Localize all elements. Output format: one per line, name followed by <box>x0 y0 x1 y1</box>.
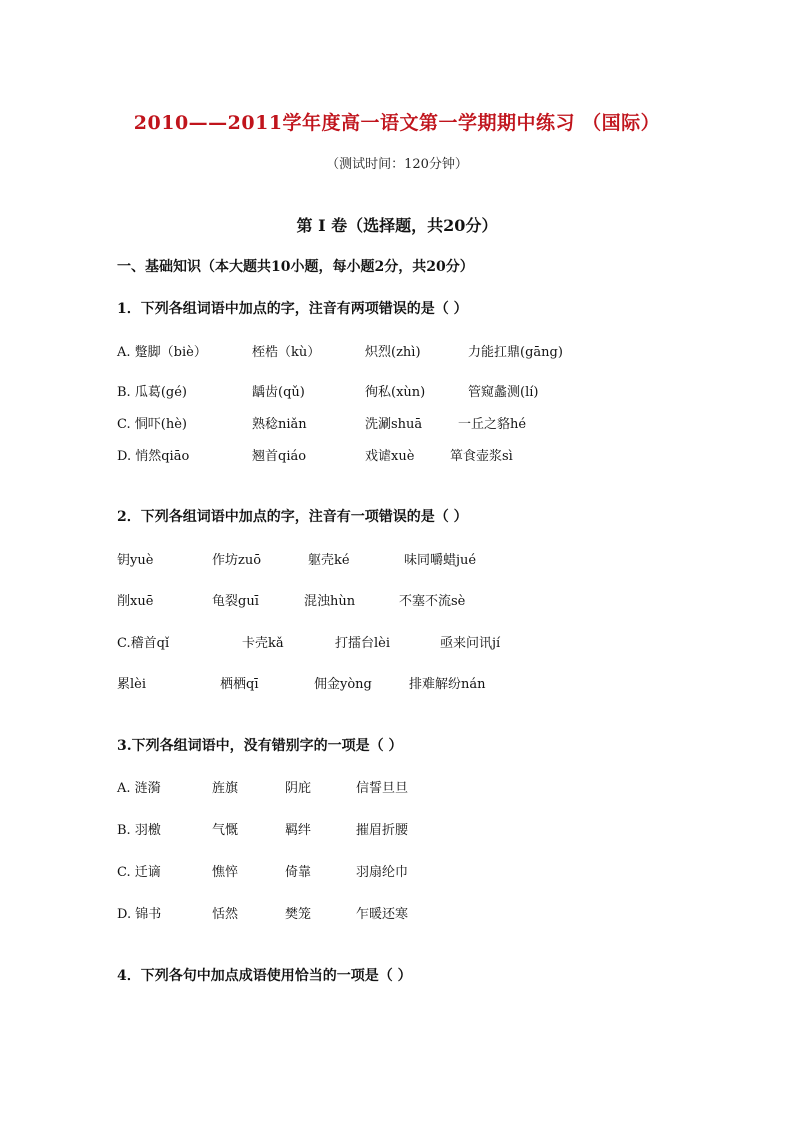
q2-row-1-word-4: 味同嚼蜡jué <box>404 553 477 568</box>
q2-row-4-word-1: 累lèi <box>117 677 147 692</box>
q3-option-c-word-3: 倚靠 <box>285 865 312 880</box>
q3-option-c-word-1: C. 迁谪 <box>117 865 161 880</box>
part-heading: 一、基础知识（本大题共10小题，每小题2分，共20分） <box>117 259 474 275</box>
page-title: 2010——2011学年度高一语文第一学期期中练习 （国际） <box>133 112 661 134</box>
q3-option-b-word-4: 摧眉折腰 <box>356 823 409 838</box>
q3-option-a-word-2: 旌旗 <box>212 781 239 796</box>
q1-option-b-word-2: 龋齿(qǔ) <box>252 385 305 400</box>
q3-option-b-word-1: B. 羽檄 <box>117 823 161 838</box>
q3-option-c-word-4: 羽扇纶巾 <box>356 865 409 880</box>
q3-option-d-word-1: D. 锦书 <box>117 907 162 922</box>
q3-option-c-word-2: 憔悴 <box>212 865 239 880</box>
q1-option-c-word-2: 熟稔niǎn <box>252 417 307 432</box>
q1-option-a-word-1: A. 蹩脚（biè） <box>117 345 207 360</box>
q3-option-b-word-2: 气慨 <box>212 823 239 838</box>
question-3-stem: 3.下列各组词语中，没有错别字的一项是（ ） <box>117 738 403 754</box>
q2-row-4-word-3: 佣金yòng <box>314 677 372 692</box>
q1-option-b-word-4: 管窥蠡测(lí) <box>468 385 539 400</box>
q3-option-d-word-4: 乍暖还寒 <box>356 907 409 922</box>
q1-option-a-word-2: 桎梏（kù） <box>252 345 321 360</box>
q2-row-4-word-4: 排难解纷nán <box>409 677 486 692</box>
q2-row-2-word-3: 混浊hùn <box>304 594 356 609</box>
q1-option-d-word-4: 箪食壶浆sì <box>450 449 513 464</box>
q2-row-3-word-1: C.稽首qǐ <box>117 636 170 651</box>
q2-row-1-word-1: 钥yuè <box>117 553 154 568</box>
q1-option-b-word-3: 徇私(xùn) <box>365 385 426 400</box>
q1-option-d-word-3: 戏谑xuè <box>365 449 415 464</box>
q1-option-a-word-3: 炽烈(zhì) <box>365 345 421 360</box>
q2-row-3-word-3: 打擂台lèi <box>335 636 391 651</box>
q3-option-d-word-2: 恬然 <box>212 907 239 922</box>
q1-option-d-word-2: 翘首qiáo <box>252 449 307 464</box>
test-duration: （测试时间：120分钟） <box>326 157 468 172</box>
q2-row-2-word-4: 不塞不流sè <box>399 594 466 609</box>
section-heading: 第 Ⅰ 卷（选择题，共20分） <box>296 216 498 235</box>
q3-option-a-word-3: 阴庇 <box>285 781 312 796</box>
q2-row-2-word-1: 削xuē <box>117 594 154 609</box>
q1-option-c-word-3: 洗涮shuā <box>365 417 423 432</box>
q1-option-c-word-4: 一丘之貉hé <box>458 417 527 432</box>
q2-row-3-word-4: 亟来问讯jí <box>440 636 501 651</box>
q1-option-b-word-1: B. 瓜葛(gé) <box>117 385 187 400</box>
q2-row-4-word-2: 栖栖qī <box>220 677 259 692</box>
q1-option-d-word-1: D. 悄然qiāo <box>117 449 190 464</box>
q2-row-3-word-2: 卡壳kǎ <box>242 636 284 651</box>
q3-option-a-word-4: 信誓旦旦 <box>356 781 409 796</box>
q2-row-2-word-2: 龟裂guī <box>212 594 259 609</box>
q1-option-a-word-4: 力能扛鼎(gāng) <box>468 345 563 360</box>
q2-row-1-word-3: 躯壳ké <box>308 553 350 568</box>
q3-option-d-word-3: 樊笼 <box>285 907 312 922</box>
q1-option-c-word-1: C. 恫吓(hè) <box>117 417 187 432</box>
question-1-stem: 1．下列各组词语中加点的字，注音有两项错误的是（ ） <box>117 301 468 317</box>
question-4-stem: 4．下列各句中加点成语使用恰当的一项是（ ） <box>117 968 412 984</box>
q3-option-a-word-1: A. 涟漪 <box>117 781 161 796</box>
q3-option-b-word-3: 羁绊 <box>285 823 312 838</box>
q2-row-1-word-2: 作坊zuō <box>212 553 262 568</box>
question-2-stem: 2．下列各组词语中加点的字，注音有一项错误的是（ ） <box>117 509 468 525</box>
